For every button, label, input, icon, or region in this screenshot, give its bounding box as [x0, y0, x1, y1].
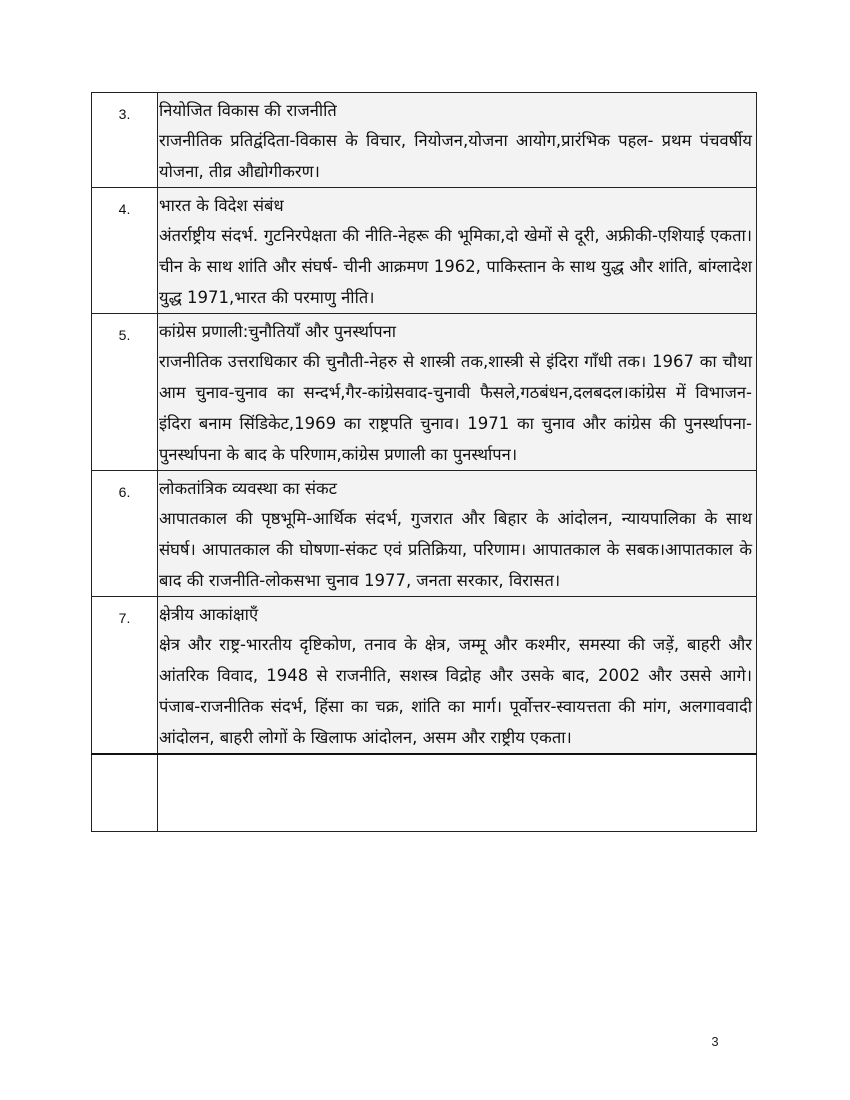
row-title: भारत के विदेश संबंध	[159, 196, 284, 215]
table-row	[92, 314, 757, 471]
syllabus-table	[91, 92, 757, 832]
page-number: 3	[711, 1034, 719, 1049]
empty-content-cell	[158, 754, 757, 832]
row-body: राजनीतिक उत्तराधिकार की चुनौती-नेहरु से शास्त्री तक,शास्त्री से इंदिरा गाँधी तक। 1967 का चौथा आम चुनाव-चुनाव का सन्दर्भ,गैर-कांग्रेसवाद-चुनावी फैसले,गठबंधन,दलबदल।कांग्रेस में विभाजन-इंदिरा बनाम सिंडिकेट,1969 का राष्ट्रपति चुनाव। 1971 का चुनाव और कांग्रेस की पुनर्स्थापना-पुनर्स्थापना के बाद के परिणाम,कांग्रेस प्रणाली का पुनर्स्थापन।	[159, 352, 752, 464]
table-row	[92, 471, 757, 597]
row-content	[158, 597, 757, 755]
row-body: अंतर्राष्ट्रीय संदर्भ. गुटनिरपेक्षता की नीति-नेहरू की भूमिका,दो खेमों से दूरी, अफ्रीकी-एशियाई एकता। चीन के साथ शांति और संघर्ष- चीनी आक्रमण 1962, पाकिस्तान के साथ युद्ध और शांति, बांग्लादेश युद्ध 1971,भारत की परमाणु नीति।	[159, 226, 752, 307]
row-body: आपातकाल की पृष्ठभूमि-आर्थिक संदर्भ, गुजरात और बिहार के आंदोलन, न्यायपालिका के साथ संघर्ष। आपातकाल की घोषणा-संकट एवं प्रतिक्रिया, परिणाम। आपातकाल के सबक।आपातकाल के बाद की राजनीति-लोकसभा चुनाव 1977, जनता सरकार, विरासत।	[159, 509, 752, 590]
row-number: 5.	[92, 314, 158, 471]
empty-number-cell	[92, 754, 158, 832]
row-content	[158, 93, 757, 188]
table-row	[92, 597, 757, 755]
row-title: लोकतांत्रिक व्यवस्था का संकट	[159, 479, 337, 498]
row-number: 3.	[92, 93, 158, 188]
row-content	[158, 314, 757, 471]
row-content	[158, 471, 757, 597]
row-body: क्षेत्र और राष्ट्र-भारतीय दृष्टिकोण, तनाव के क्षेत्र, जम्मू और कश्मीर, समस्या की जड़ें, बाहरी और आंतरिक विवाद, 1948 से राजनीति, सशस्त्र विद्रोह और उसके बाद, 2002 और उससे आगे। पंजाब-राजनीतिक संदर्भ, हिंसा का चक्र, शांति का मार्ग। पूर्वोत्तर-स्वायत्तता की मांग, अलगाववादी आंदोलन, बाहरी लोगों के खिलाफ आंदोलन, असम और राष्ट्रीय एकता।	[159, 635, 752, 747]
row-title: नियोजित विकास की राजनीति	[159, 101, 337, 120]
table-row	[92, 188, 757, 314]
empty-table-row	[92, 754, 757, 832]
row-title: कांग्रेस प्रणाली:चुनौतियाँ और पुनर्स्थापना	[159, 322, 397, 341]
row-number: 6.	[92, 471, 158, 597]
row-body: राजनीतिक प्रतिद्वंदिता-विकास के विचार, नियोजन,योजना आयोग,प्रारंभिक पहल- प्रथम पंचवर्षीय योजना, तीव्र औद्योगीकरण।	[159, 131, 752, 181]
row-number: 4.	[92, 188, 158, 314]
row-content	[158, 188, 757, 314]
row-number: 7.	[92, 597, 158, 755]
row-title: क्षेत्रीय आकांक्षाएँ	[159, 605, 259, 624]
table-row	[92, 93, 757, 188]
